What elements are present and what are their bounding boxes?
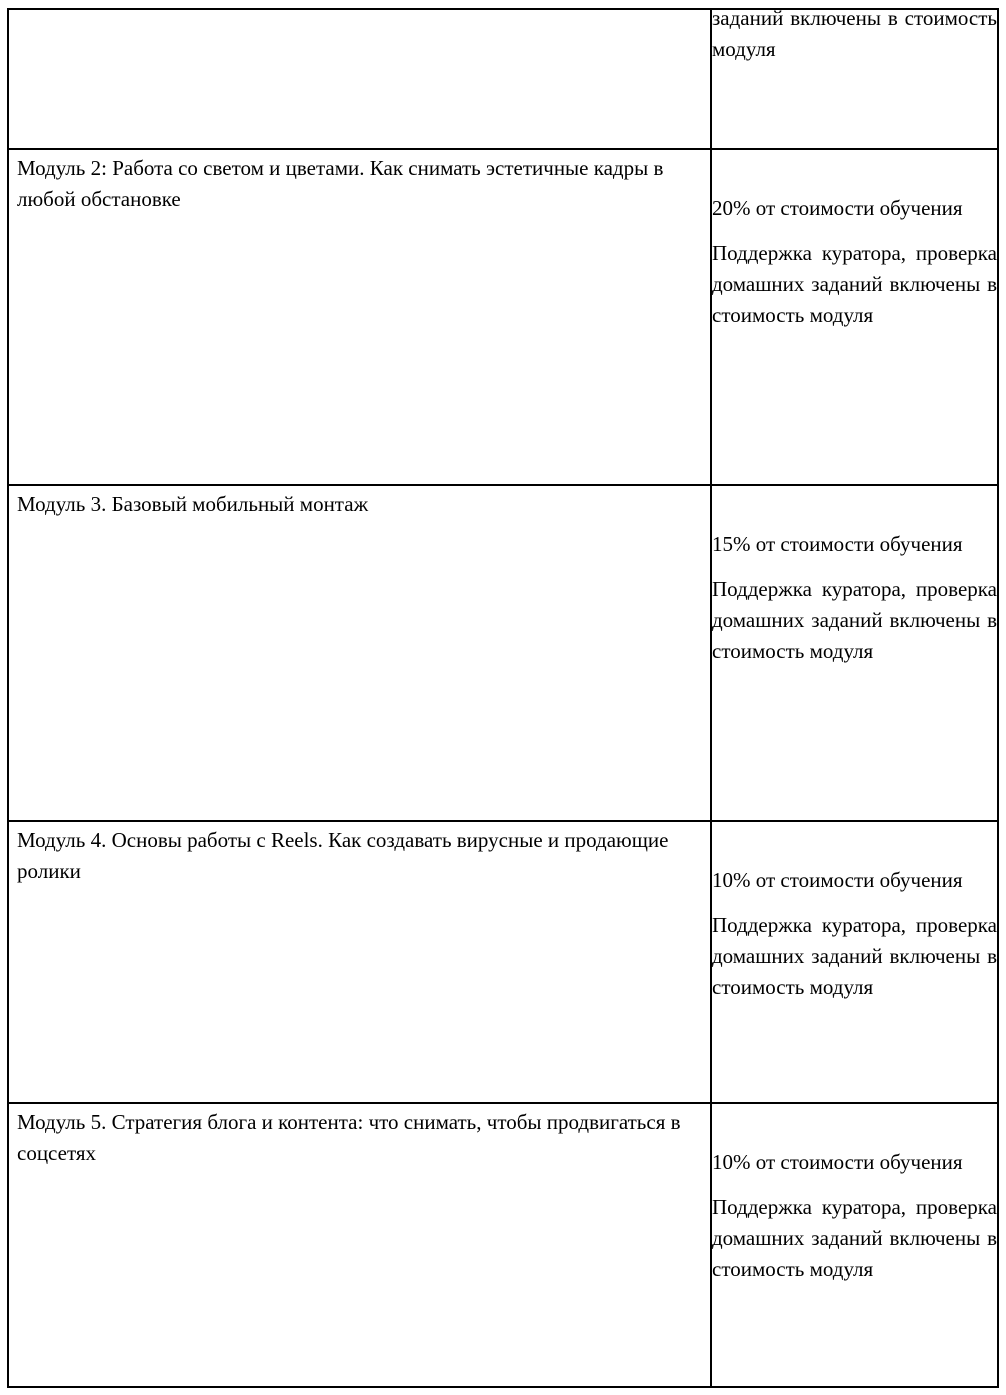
module-name-cell (8, 1103, 711, 1387)
table-row (8, 9, 998, 149)
module-name-cell (8, 9, 711, 149)
module-support-text: Поддержка куратора, проверка домашних заданий включены в стоимость модуля (712, 1195, 997, 1281)
module-name-cell (8, 821, 711, 1103)
table-row (8, 485, 998, 821)
module-cost-cell (711, 821, 998, 1103)
module-cost-text: 15% от стоимости обучения (712, 532, 963, 556)
module-name: Модуль 2: Работа со светом и цветами. Как снимать эстетичные кадры в любой обстановке (17, 156, 664, 211)
module-name: Модуль 4. Основы работы с Reels. Как создавать вирусные и продающие ролики (17, 828, 669, 883)
module-cost-text: 10% от стоимости обучения (712, 868, 963, 892)
module-cost-cell (711, 1103, 998, 1387)
module-support-text: Поддержка куратора, проверка домашних заданий включены в стоимость модуля (712, 577, 997, 663)
module-support-text: Поддержка куратора, проверка домашних заданий включены в стоимость модуля (712, 913, 997, 999)
module-cost-cell (711, 485, 998, 821)
module-name: Модуль 5. Стратегия блога и контента: что снимать, чтобы продвигаться в соцсетях (17, 1110, 681, 1165)
module-cost-cell (711, 6, 998, 149)
module-support-text: заданий включены в стоимость модуля (712, 6, 997, 61)
table-row (8, 149, 998, 485)
course-modules-table (7, 8, 999, 1388)
module-name (9, 10, 710, 13)
module-support-text: Поддержка куратора, проверка домашних заданий включены в стоимость модуля (712, 241, 997, 327)
table-row (8, 821, 998, 1103)
module-name-cell (8, 149, 711, 485)
module-name-cell (8, 485, 711, 821)
module-cost-text: 20% от стоимости обучения (712, 196, 963, 220)
module-name: Модуль 3. Базовый мобильный монтаж (17, 492, 369, 516)
module-cost-text: 10% от стоимости обучения (712, 1150, 963, 1174)
module-cost-cell (711, 149, 998, 485)
table-row (8, 1103, 998, 1387)
